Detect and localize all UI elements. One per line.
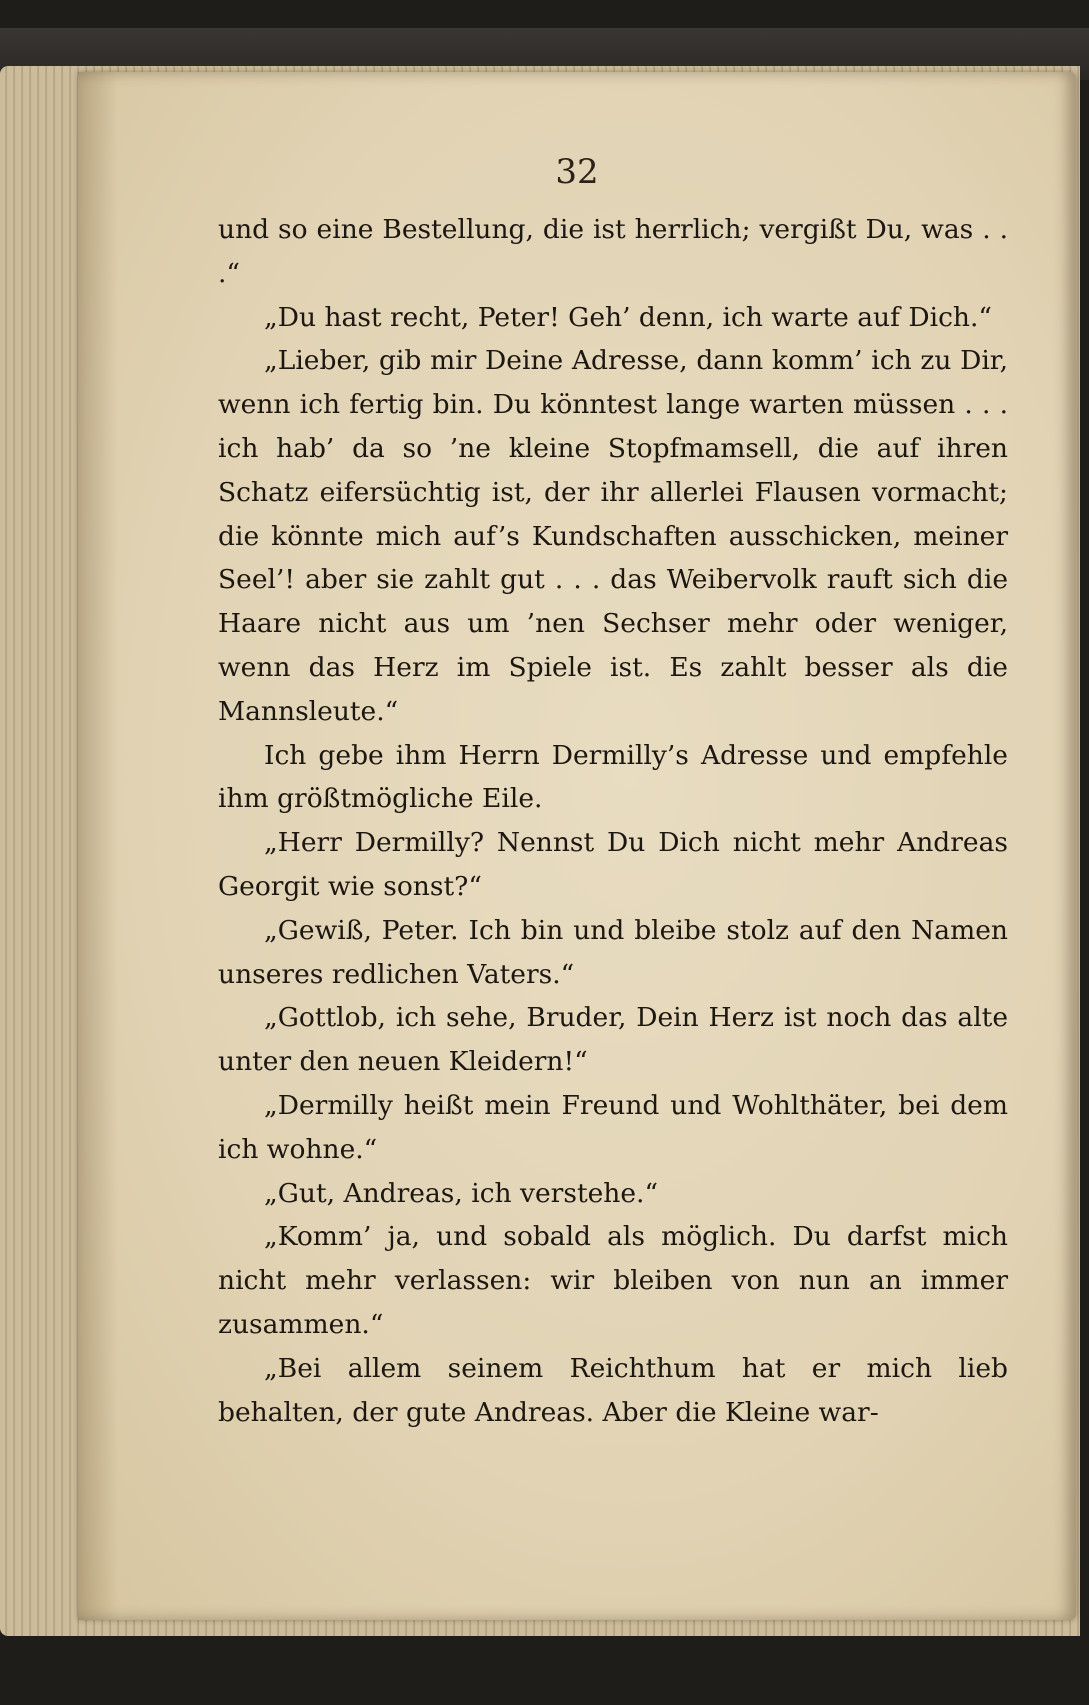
paragraph: Ich gebe ihm Herrn Dermilly’s Adresse und empfehle ihm größtmögliche Eile.	[218, 739, 1008, 815]
paragraph: „Du hast recht, Peter! Geh’ denn, ich warte auf Dich.“	[264, 301, 992, 333]
paragraph: und so eine Bestellung, die ist herrlich; vergißt Du, was . . .“	[218, 214, 1008, 289]
paragraph: „Dermilly heißt mein Freund und Wohlthäter, bei dem ich wohne.“	[218, 1089, 1008, 1165]
paragraph: „Bei allem seinem Reichthum hat er mich lieb behalten, der gute Andreas. Aber die Kleine war-	[218, 1352, 1008, 1428]
paragraph: „Gewiß, Peter. Ich bin und bleibe stolz auf den Namen unseres redlichen Vaters.“	[218, 914, 1008, 990]
book-page	[78, 72, 1076, 1620]
paragraph: „Herr Dermilly? Nennst Du Dich nicht mehr Andreas Georgit wie sonst?“	[218, 827, 1008, 902]
paragraph: „Gottlob, ich sehe, Bruder, Dein Herz ist noch das alte unter den neuen Kleidern!“	[218, 1002, 1008, 1078]
body-text	[218, 208, 1008, 1434]
paragraph: „Komm’ ja, und sobald als möglich. Du darfst mich nicht mehr verlassen: wir bleiben von nun an immer zusammen.“	[218, 1221, 1008, 1340]
page-gutter-shadow	[78, 72, 118, 1620]
paragraph: „Lieber, gib mir Deine Adresse, dann komm’ ich zu Dir, wenn ich fertig bin. Du könntest lange warten müssen . . . ich hab’ da so ’ne kleine Stopfmamsell, die auf ihren Schatz eifersüchtig ist, der ihr allerlei Flausen vormacht; die könnte mich auf’s Kundschaften ausschicken, meiner Seel’! aber sie zahlt gut . . . das Weibervolk rauft sich die Haare nicht aus um ’nen Sechser mehr oder weniger, wenn das Herz im Spiele ist. Es zahlt besser als die Mannsleute.“	[218, 345, 1008, 727]
paragraph: „Gut, Andreas, ich verstehe.“	[264, 1177, 659, 1209]
page-number: 32	[555, 152, 599, 192]
